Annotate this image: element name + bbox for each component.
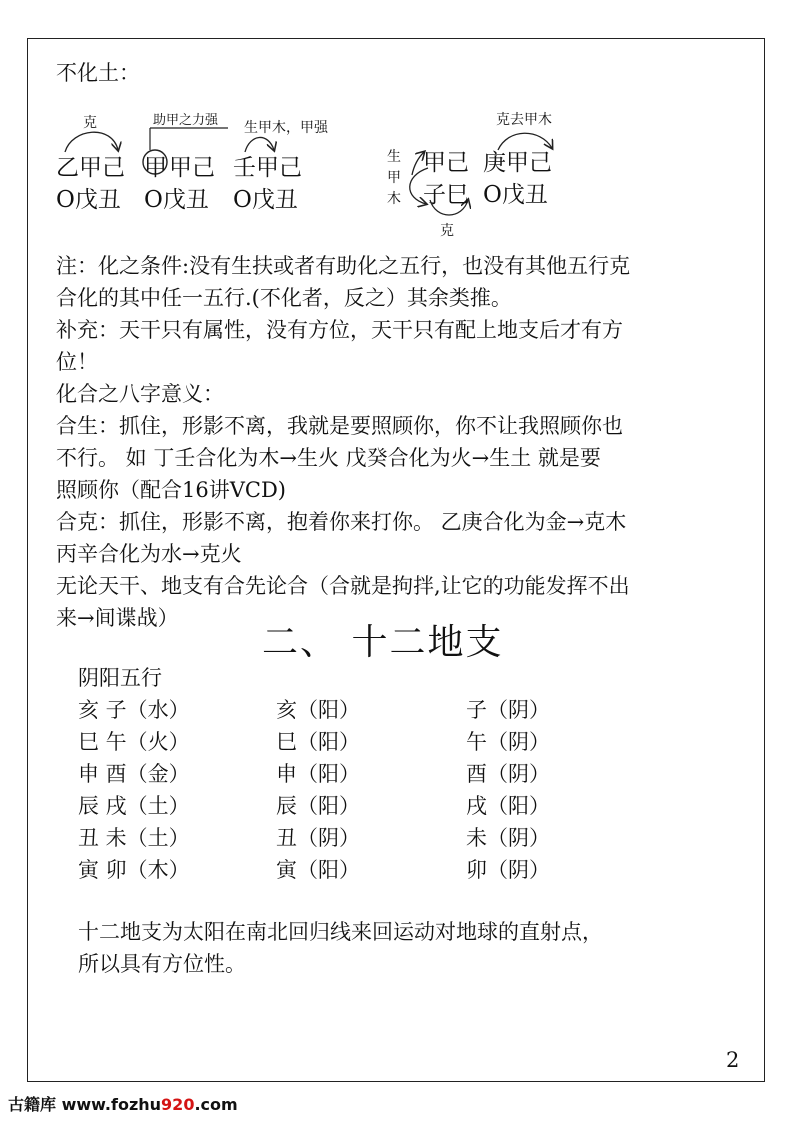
g4-row2: 子巳	[423, 182, 469, 208]
table-cell: 亥 子（水）	[78, 698, 190, 722]
table-cell: 辰 戌（土）	[78, 794, 190, 818]
table-cell: 丑（阴）	[276, 826, 360, 850]
paragraph-line: 合生：抓住，形影不离，我就是要照顾你，你不让我照顾你也	[56, 414, 623, 438]
closing-line: 所以具有方位性。	[78, 952, 246, 976]
footer-url-part2: .com	[194, 1095, 238, 1114]
heading: 不化土：	[56, 61, 140, 85]
closing-line: 十二地支为太阳在南北回归线来回运动对地球的直射点，	[78, 920, 603, 944]
paragraph-line: 合化的其中任一五行.(不化者，反之）其余类推。	[56, 286, 512, 310]
footer-url-red: 920	[161, 1095, 195, 1114]
g4-bottom-label: 克	[440, 223, 454, 239]
paragraph-line: 补充：天干只有属性，没有方位，天干只有配上地支后才有方	[56, 318, 623, 342]
table-cell: 酉（阴）	[466, 762, 550, 786]
table-cell: 巳（阳）	[276, 730, 360, 754]
g1-row1: 乙甲己	[56, 155, 125, 181]
paragraph-line: 位！	[56, 350, 98, 374]
g3-label: 生甲木，甲强	[244, 120, 328, 136]
paragraph-line: 照顾你（配合16讲VCD)	[56, 478, 286, 502]
table-cell: 卯（阴）	[466, 858, 550, 882]
footer-watermark	[8, 1092, 238, 1115]
g4-side-3: 木	[387, 191, 401, 207]
table-cell: 丑 未（土）	[78, 826, 190, 850]
g3-row1: 壬甲己	[233, 155, 302, 181]
paragraph-line: 丙辛合化为水→克火	[56, 542, 242, 566]
g1-label: 克	[83, 115, 97, 131]
table-cell: 巳 午（火）	[78, 730, 190, 754]
table-cell: 子（阴）	[466, 698, 550, 722]
table-cell: 申（阳）	[276, 762, 360, 786]
paragraph-line: 无论天干、地支有合先论合（合就是拘拌,让它的功能发挥不出	[56, 574, 630, 598]
g2-circled-char: 甲	[144, 155, 167, 181]
table-cell: 申 酉（金）	[78, 762, 190, 786]
g2-row2: O戊丑	[144, 187, 209, 213]
paragraph-line: 不行。 如 丁壬合化为木→生火 戊癸合化为火→生土 就是要	[56, 446, 601, 470]
table-cell: 寅（阳）	[276, 858, 360, 882]
paragraph-line: 注：化之条件:没有生扶或者有助化之五行，也没有其他五行克	[56, 254, 631, 278]
diagram-arrows	[0, 0, 793, 260]
g3-row2: O戊丑	[233, 187, 298, 213]
table-cell: 辰（阳）	[276, 794, 360, 818]
g2-row1: 甲己	[169, 155, 215, 181]
g5-label: 克去甲木	[496, 112, 552, 128]
paragraph-line: 合克：抓住，形影不离，抱着你来打你。 乙庚合化为金→克木	[56, 510, 627, 534]
footer-url[interactable]	[62, 1095, 238, 1114]
g4-side-2: 甲	[387, 170, 401, 186]
g5-row2: O戊丑	[483, 182, 548, 208]
paragraph-line: 化合之八字意义：	[56, 382, 224, 406]
section-title: 二、 十二地支	[262, 622, 504, 663]
footer-brand: 古籍库	[8, 1095, 57, 1114]
table-cell: 午（阴）	[466, 730, 550, 754]
table-cell: 寅 卯（木）	[78, 858, 190, 882]
table-cell: 戌（阳）	[466, 794, 550, 818]
g4-side-1: 生	[387, 149, 401, 165]
page-number: 2	[726, 1048, 740, 1072]
g4-row1: 甲己	[423, 150, 469, 176]
table-title: 阴阳五行	[78, 666, 162, 690]
table-cell: 亥（阳）	[276, 698, 360, 722]
g2-label: 助甲之力强	[153, 113, 219, 128]
g1-row2: O戊丑	[56, 187, 121, 213]
g5-row1: 庚甲己	[483, 150, 552, 176]
footer-url-part1: www.fozhu	[61, 1095, 162, 1114]
paragraph-line: 来→间谍战）	[56, 606, 179, 630]
table-cell: 未（阴）	[466, 826, 550, 850]
